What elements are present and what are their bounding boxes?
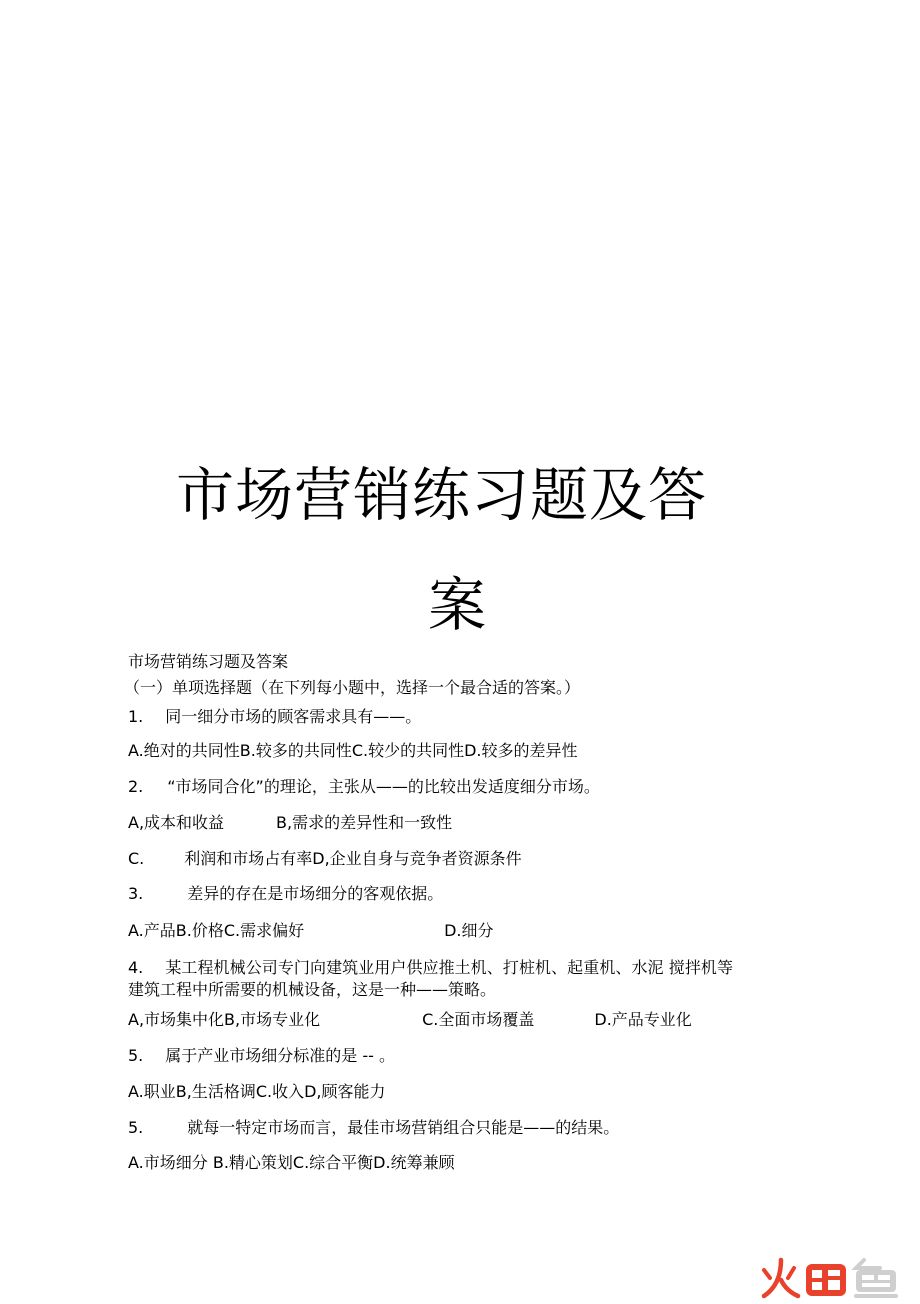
question-4 xyxy=(128,957,733,1001)
logo-fire-glyph xyxy=(764,1260,798,1296)
document-title-line-2: 案 xyxy=(428,571,488,639)
question-1-options: A.绝对的共同性B.较多的共同性C.较少的共同性D.较多的差异性 xyxy=(128,741,578,760)
question-number: 5. xyxy=(128,1046,144,1065)
question-2 xyxy=(128,776,600,798)
watermark xyxy=(760,1256,902,1300)
fire-left-dot xyxy=(764,1270,770,1278)
question-3-options xyxy=(128,920,494,942)
section-heading: （一）单项选择题（在下列每小题中，选择一个最合适的答案。） xyxy=(124,678,581,697)
question-text: 就每一特定市场而言，最佳市场营销组合只能是——的结果。 xyxy=(187,1118,620,1137)
logo-carp-glyph xyxy=(806,1264,846,1296)
question-text: 差异的存在是市场细分的客观依据。 xyxy=(187,884,444,903)
question-2-options-ab xyxy=(128,812,452,834)
question-2-options-cd xyxy=(128,848,522,870)
logo-fish-glyph xyxy=(854,1260,898,1298)
question-3 xyxy=(128,883,443,905)
question-6-options: A.市场细分 B.精心策划C.综合平衡D.统筹兼顾 xyxy=(128,1153,455,1172)
fish-tail xyxy=(854,1294,898,1298)
question-5-options: A.职业B,生活格调C.收入D,顾客能力 xyxy=(128,1082,386,1101)
options-ab: A,市场集中化B,市场专业化 xyxy=(128,1010,321,1029)
huoliyu-logo xyxy=(760,1256,902,1300)
question-number: 4. xyxy=(128,958,144,977)
document-title-line-1: 市场营销练习题及答 xyxy=(176,461,708,529)
fire-right-dot xyxy=(788,1268,794,1278)
question-number: 3. xyxy=(128,884,144,903)
fire-right-stroke xyxy=(781,1280,798,1296)
option-c: C.全面市场覆盖 xyxy=(422,1010,535,1029)
question-text: “市场同合化”的理论，主张从——的比较出发适度细分市场。 xyxy=(167,777,600,796)
document-heading: 市场营销练习题及答案 xyxy=(128,652,289,671)
question-5 xyxy=(128,1045,395,1067)
option-d: D.产品专业化 xyxy=(594,1010,692,1029)
option-a: A,成本和收益 xyxy=(128,813,225,832)
question-number: 1. xyxy=(128,707,144,726)
fire-left-stroke xyxy=(764,1260,781,1296)
options-abc: A.产品B.价格C.需求偏好 xyxy=(128,921,305,940)
option-d: D.细分 xyxy=(444,921,494,940)
question-text: 同一细分市场的顾客需求具有——。 xyxy=(165,707,422,726)
question-text: 某工程机械公司专门向建筑业用户供应推土机、打桩机、起重机、水泥 搅拌机等建筑工程中所需要的机械设备，这是一种——策略。 xyxy=(128,958,733,999)
question-text: 属于产业市场细分标准的是 -- 。 xyxy=(165,1046,395,1065)
option-c-label: C. xyxy=(128,849,145,868)
question-1 xyxy=(128,706,421,728)
option-cd: 利润和市场占有率D,企业自身与竞争者资源条件 xyxy=(184,849,522,868)
fish-body xyxy=(856,1270,896,1292)
question-6 xyxy=(128,1117,619,1139)
fish-head xyxy=(856,1260,880,1268)
question-number: 5. xyxy=(128,1118,144,1137)
question-number: 2. xyxy=(128,777,144,796)
question-4-options xyxy=(128,1009,692,1031)
option-b: B,需求的差异性和一致性 xyxy=(276,813,453,832)
